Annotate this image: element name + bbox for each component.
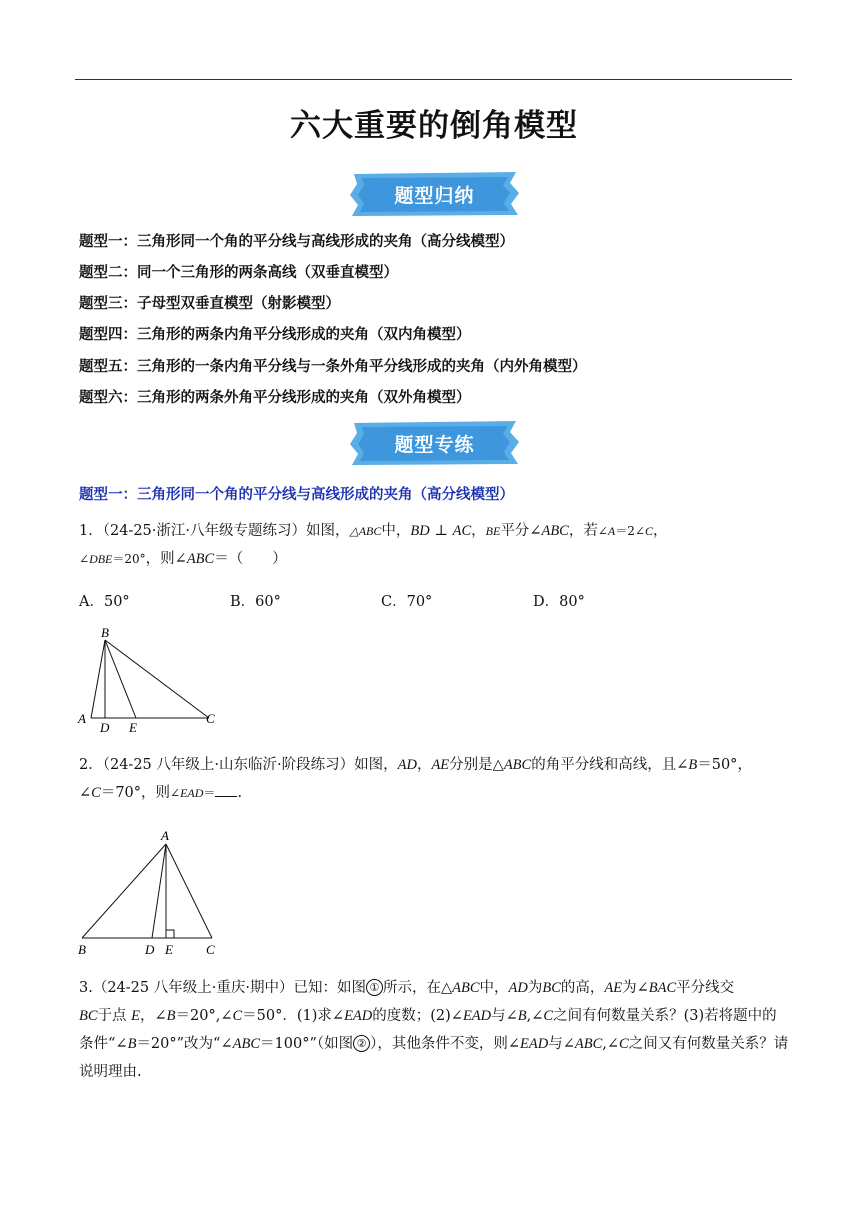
- banner-summary-label: 题型归纳: [394, 185, 475, 207]
- section-heading: 题型一：三角形同一个角的平分线与高线形成的夹角（高分线模型）: [79, 487, 514, 503]
- type-item-2: 题型二：同一个三角形的两条高线（双垂直模型）: [79, 265, 398, 281]
- question-1: 1．（24-25·浙江·八年级专题练习）如图，△ABC中，BD ⊥ AC，BE平分∠ABC，若∠A＝2∠C， ∠DBE＝20°，则∠ABC＝（ ）: [79, 523, 668, 567]
- label-a: A: [161, 828, 169, 843]
- option-a[interactable]: A．50°: [79, 594, 130, 610]
- question-2: 2．（24-25 八年级上·山东临沂·阶段练习）如图，AD，AE分别是△ABC的角平分线和高线，且∠B＝50°， ∠C＝70°，则∠EAD＝ .: [79, 757, 752, 801]
- label-d: D: [145, 942, 155, 957]
- label-a: A: [78, 711, 86, 726]
- label-b: B: [101, 625, 109, 640]
- question-2-figure: [72, 826, 232, 962]
- label-c: C: [206, 711, 215, 726]
- option-b[interactable]: B．60°: [230, 594, 281, 610]
- banner-summary: [348, 171, 521, 217]
- answer-blank[interactable]: [215, 782, 237, 797]
- question-1-figure: [70, 622, 230, 738]
- label-d: D: [100, 720, 110, 735]
- banner-practice-label: 题型专练: [394, 434, 475, 456]
- label-b: B: [78, 942, 86, 957]
- label-e: E: [165, 942, 173, 957]
- label-c: C: [206, 942, 215, 957]
- question-3: 3.（24-25 八年级上·重庆·期中）已知：如图 ① 所示，在△ABC中，AD为BC的高，AE为∠BAC平分线交 BC于点 E，∠B＝20°,∠C＝50°．(1)求∠EAD的度数；(2)∠EAD与∠B,∠C之间有何数量关系？(3)若将题中的条件“∠B＝20°”改为“∠ABC＝100°”（如图 ② ），其他条件不变，则∠EAD与∠ABC,∠C之间又有何数量关系？请说明理由.: [79, 980, 789, 1080]
- option-c[interactable]: C．70°: [381, 594, 433, 610]
- type-item-6: 题型六：三角形的两条外角平分线形成的夹角（双外角模型）: [79, 390, 471, 406]
- question-1-options: [79, 590, 799, 610]
- type-item-5: 题型五：三角形的一条内角平分线与一条外角平分线形成的夹角（内外角模型）: [79, 359, 587, 375]
- type-item-1: 题型一：三角形同一个角的平分线与高线形成的夹角（高分线模型）: [79, 234, 514, 250]
- banner-practice: [348, 420, 521, 466]
- type-item-4: 题型四：三角形的两条内角平分线形成的夹角（双内角模型）: [79, 327, 471, 343]
- page-title: 六大重要的倒角模型: [290, 108, 578, 144]
- option-d[interactable]: D．80°: [533, 594, 585, 610]
- label-e: E: [129, 720, 137, 735]
- header-rule: [75, 79, 792, 80]
- type-item-3: 题型三：子母型双垂直模型（射影模型）: [79, 296, 340, 312]
